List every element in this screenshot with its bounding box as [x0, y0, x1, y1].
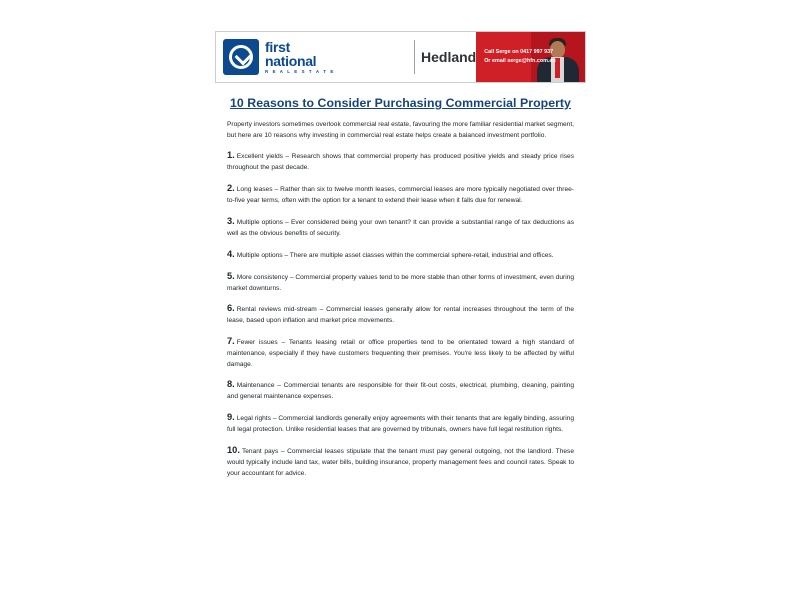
first-national-circle-logo	[223, 39, 259, 75]
reason-number: 10.	[227, 444, 240, 455]
reason-number: 7.	[227, 335, 235, 346]
reason-item	[227, 334, 574, 370]
portrait-tie	[555, 58, 560, 78]
reason-number: 4.	[227, 248, 235, 259]
contact-banner	[476, 32, 585, 82]
reason-number: 3.	[227, 215, 235, 226]
reason-text: Maintenance – Commercial tenants are responsible for their fit-out costs, electrical, plumbing, cleaning, painting and general maintenance expenses.	[227, 382, 574, 401]
reason-text: Multiple options – Ever considered being your own tenant? It can provide a substantial range of tax deductions as well as the obvious benefits of security.	[227, 218, 574, 237]
reason-number: 8.	[227, 379, 235, 390]
reason-item	[227, 214, 574, 240]
logo-divider	[414, 40, 415, 74]
reason-item	[227, 269, 574, 295]
reason-text: Excellent yields – Research shows that commercial property has produced positive yields and steady price rises throughout the past decade.	[227, 153, 574, 172]
contact-phone-line: Call Serge on 0417 997 937	[484, 49, 554, 56]
reason-number: 9.	[227, 412, 235, 423]
intro-paragraph: Property investors sometimes overlook commercial real estate, favouring the more familiar residential market segment, but here are 10 reasons why investing in commercial real estate helps create a balanced investment portfolio.	[227, 121, 574, 139]
logo-tagline: R E A L E S T A T E	[265, 68, 335, 74]
contact-details	[484, 48, 555, 66]
reason-text: Rental reviews mid-stream – Commercial leases generally allow for rental increases throughout the term of the lease, based upon inflation and market price movements.	[227, 306, 574, 325]
reason-text: Long leases – Rather than six to twelve month leases, commercial leases are more typically negotiated over three-to-five year terms, often with the option for a tenant to extend their lease when it falls due for renewal.	[227, 186, 574, 205]
reason-item	[227, 377, 574, 403]
reason-number: 2.	[227, 183, 235, 194]
reason-text: Fewer issues – Tenants leasing retail or office properties tend to be orientated toward a high standard of maintenance, especially if they have customers frequenting their premises. You're less likely to be affected by wilful damage.	[227, 338, 574, 368]
reason-text: More consistency – Commercial property values tend to be more stable than other forms of investment, even during market downturns.	[227, 273, 574, 292]
logo-wordmark	[265, 40, 335, 74]
contact-email-line: Or email serge@hfn.com.au	[484, 58, 556, 64]
reason-item	[227, 148, 574, 174]
office-region-label: Hedland	[421, 49, 477, 65]
reason-item	[227, 443, 574, 479]
document-body	[227, 120, 574, 479]
reason-item	[227, 301, 574, 327]
reason-text: Multiple options – There are multiple asset classes within the commercial sphere-retail, industrial and offices.	[236, 251, 554, 259]
logo-line-national: national	[265, 52, 317, 69]
page-title: 10 Reasons to Consider Purchasing Commercial Property	[230, 96, 571, 110]
reason-item	[227, 410, 574, 436]
logo-line-first: first	[265, 38, 290, 55]
reason-number: 5.	[227, 270, 235, 281]
reason-number: 6.	[227, 303, 235, 314]
reason-item	[227, 247, 574, 262]
reason-text: Legal rights – Commercial landlords generally enjoy agreements with their tenants that are legally binding, assuring full legal protection. Unlike residential leases that are governed by tribunals, owners have full legal restitution rights.	[227, 415, 574, 434]
reason-number: 1.	[227, 150, 235, 161]
reason-text: Tenant pays – Commercial leases stipulate that the tenant must pay general outgoing, not the landlord. These would typically include land tax, water bills, building insurance, property management fees and council rates. Speak to your accountant for advice.	[227, 447, 574, 477]
reason-item	[227, 181, 574, 207]
company-logo	[216, 32, 412, 82]
letterhead-banner	[215, 31, 586, 83]
document-sheet	[213, 28, 588, 580]
